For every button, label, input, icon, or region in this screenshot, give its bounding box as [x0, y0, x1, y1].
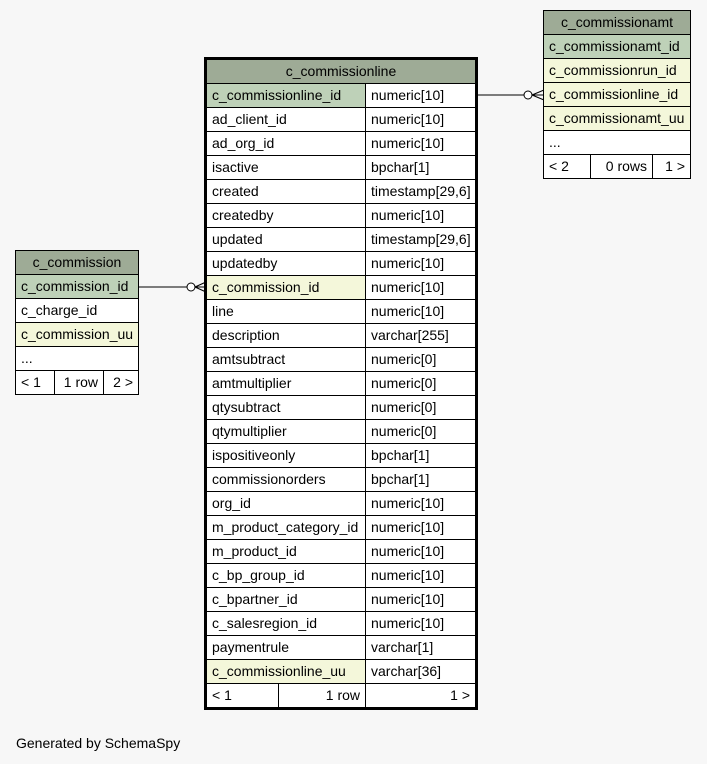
column-name[interactable]: org_id [207, 492, 366, 515]
table-c-commissionamt[interactable] [543, 10, 691, 179]
column-row[interactable] [207, 372, 475, 396]
column-row[interactable] [207, 324, 475, 348]
column-row[interactable] [16, 299, 138, 323]
table-c-commissionline[interactable] [204, 57, 478, 710]
column-row[interactable] [207, 228, 475, 252]
column-row[interactable] [207, 84, 475, 108]
table-c-commission[interactable] [15, 250, 139, 395]
column-row[interactable] [207, 132, 475, 156]
column-type: numeric[10] [371, 279, 445, 295]
column-name[interactable]: ad_org_id [207, 132, 366, 155]
column-name[interactable]: line [207, 300, 366, 323]
column-row[interactable] [207, 612, 475, 636]
column-name[interactable]: c_commission_uu [16, 323, 138, 346]
column-name[interactable]: c_commissionrun_id [544, 59, 690, 82]
column-row[interactable] [207, 516, 475, 540]
column-list [544, 35, 690, 155]
column-row[interactable] [207, 588, 475, 612]
table-title[interactable]: c_commissionline [207, 60, 475, 84]
column-name[interactable]: c_salesregion_id [207, 612, 366, 635]
column-type: bpchar[1] [371, 471, 430, 487]
row-count: 1 row [55, 371, 104, 394]
table-footer [544, 155, 690, 178]
column-name[interactable]: c_bp_group_id [207, 564, 366, 587]
column-row[interactable] [544, 35, 690, 59]
column-row[interactable] [207, 300, 475, 324]
column-name[interactable]: commissionorders [207, 468, 366, 491]
column-row[interactable] [207, 564, 475, 588]
column-type: bpchar[1] [371, 447, 430, 463]
row-count: 1 row [279, 684, 366, 707]
table-footer [16, 371, 138, 394]
column-list [16, 275, 138, 371]
parents-link[interactable]: < 2 [544, 155, 591, 178]
column-type: numeric[0] [371, 351, 437, 367]
table-footer [207, 684, 475, 707]
column-type: numeric[10] [371, 519, 445, 535]
column-type: numeric[0] [371, 423, 437, 439]
column-row[interactable] [207, 444, 475, 468]
column-row[interactable] [207, 420, 475, 444]
column-name[interactable]: amtmultiplier [207, 372, 366, 395]
column-name[interactable]: c_commission_id [207, 276, 366, 299]
row-count: 0 rows [591, 155, 653, 178]
column-type: timestamp[29,6] [371, 183, 471, 199]
column-type: numeric[10] [371, 135, 445, 151]
column-row[interactable] [207, 492, 475, 516]
table-title[interactable]: c_commissionamt [544, 11, 690, 35]
column-name[interactable]: m_product_id [207, 540, 366, 563]
column-name[interactable]: ... [549, 134, 561, 150]
zero-many-circle-right [524, 91, 532, 99]
column-type: numeric[10] [371, 615, 445, 631]
column-row[interactable] [207, 204, 475, 228]
column-name[interactable]: c_commissionline_id [544, 83, 690, 106]
column-row[interactable] [544, 107, 690, 131]
column-name[interactable]: qtysubtract [207, 396, 366, 419]
column-type: numeric[0] [371, 399, 437, 415]
children-link[interactable]: 1 > [450, 687, 470, 703]
column-row[interactable] [207, 348, 475, 372]
column-name[interactable]: ad_client_id [207, 108, 366, 131]
column-name[interactable]: amtsubtract [207, 348, 366, 371]
column-row[interactable] [207, 252, 475, 276]
column-row[interactable] [207, 156, 475, 180]
column-type: bpchar[1] [371, 159, 430, 175]
column-name[interactable]: updatedby [207, 252, 366, 275]
column-row[interactable] [207, 468, 475, 492]
column-row[interactable] [544, 59, 690, 83]
column-type: numeric[10] [371, 303, 445, 319]
column-type: numeric[10] [371, 207, 445, 223]
column-name[interactable]: ... [21, 350, 33, 366]
column-type: numeric[10] [371, 567, 445, 583]
column-name[interactable]: created [207, 180, 366, 203]
children-link[interactable]: 1 > [665, 158, 685, 174]
column-list [207, 84, 475, 684]
column-row[interactable] [207, 396, 475, 420]
parents-link[interactable]: < 1 [207, 684, 279, 707]
column-row[interactable] [16, 323, 138, 347]
column-type: numeric[0] [371, 375, 437, 391]
column-type: numeric[10] [371, 495, 445, 511]
column-type: varchar[1] [371, 639, 434, 655]
column-type: numeric[10] [371, 111, 445, 127]
column-row[interactable] [16, 275, 138, 299]
generated-by-label: Generated by SchemaSpy [16, 735, 181, 751]
zero-many-circle-left [187, 283, 195, 291]
column-type: varchar[255] [371, 327, 449, 343]
column-name[interactable]: paymentrule [207, 636, 366, 659]
column-row[interactable] [544, 131, 690, 155]
column-name[interactable]: ispositiveonly [207, 444, 366, 467]
column-row[interactable] [207, 108, 475, 132]
table-title[interactable]: c_commission [16, 251, 138, 275]
column-name[interactable]: qtymultiplier [207, 420, 366, 443]
column-row[interactable] [16, 347, 138, 371]
parents-link[interactable]: < 1 [16, 371, 55, 394]
column-name[interactable]: m_product_category_id [207, 516, 366, 539]
column-type: varchar[36] [371, 663, 442, 679]
column-type: numeric[10] [371, 87, 445, 103]
column-row[interactable] [207, 180, 475, 204]
column-name[interactable]: createdby [207, 204, 366, 227]
column-row[interactable] [207, 660, 475, 684]
column-name[interactable]: updated [207, 228, 366, 251]
column-name[interactable]: c_commissionamt_uu [544, 107, 690, 130]
column-row[interactable] [207, 276, 475, 300]
column-name[interactable]: c_commission_id [16, 275, 138, 298]
column-name[interactable]: description [207, 324, 366, 347]
column-row[interactable] [207, 540, 475, 564]
column-type: numeric[10] [371, 255, 445, 271]
column-name[interactable]: c_commissionline_id [207, 84, 366, 107]
column-type: numeric[10] [371, 543, 445, 559]
column-type: numeric[10] [371, 591, 445, 607]
column-name[interactable]: isactive [207, 156, 366, 179]
children-link[interactable]: 2 > [113, 374, 133, 390]
column-row[interactable] [544, 83, 690, 107]
column-name[interactable]: c_bpartner_id [207, 588, 366, 611]
column-type: timestamp[29,6] [371, 231, 471, 247]
column-row[interactable] [207, 636, 475, 660]
column-name[interactable]: c_commissionline_uu [207, 660, 366, 683]
column-name[interactable]: c_commissionamt_id [544, 35, 690, 58]
column-name[interactable]: c_charge_id [21, 302, 98, 318]
